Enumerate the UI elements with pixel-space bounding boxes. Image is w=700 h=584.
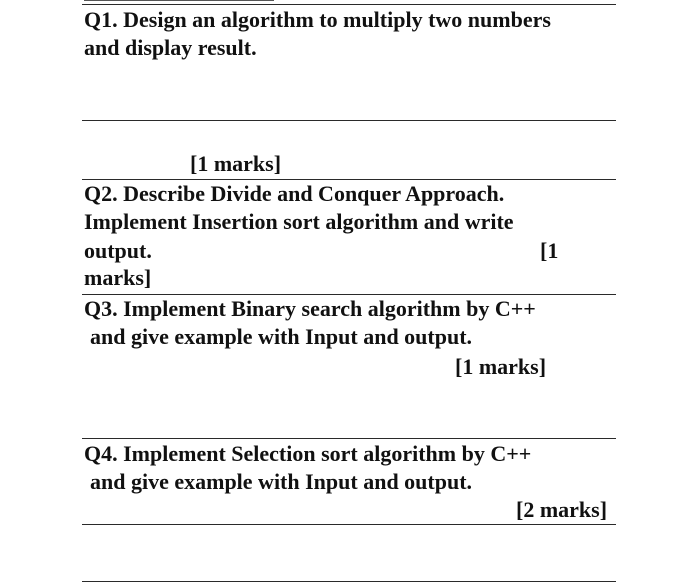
divider-bottom [82, 581, 616, 582]
q2-marks-part-2: marks] [84, 265, 152, 290]
q3-text-line-2: and give example with Input and output. [90, 324, 473, 349]
q4-marks: [2 marks] [516, 497, 608, 522]
q2-marks-part-1: [1 [540, 238, 559, 263]
q1-marks: [1 marks] [190, 151, 282, 176]
q2-text-line-3: output. [84, 238, 152, 263]
q1-text-line-2: and display result. [84, 35, 257, 60]
divider-q2-q3 [82, 294, 616, 295]
divider-q3-q4 [82, 438, 616, 439]
q2-text-line-1: Q2. Describe Divide and Conquer Approach. [84, 181, 505, 206]
q4-text-line-1: Q4. Implement Selection sort algorithm by C++ [84, 441, 532, 466]
divider-top [82, 4, 616, 5]
q2-text-line-2: Implement Insertion sort algorithm and write [84, 209, 514, 234]
q1-text-line-1: Q1. Design an algorithm to multiply two numbers [84, 7, 551, 32]
q3-text-line-1: Q3. Implement Binary search algorithm by C++ [84, 296, 536, 321]
divider-q4-answer [82, 524, 616, 525]
q3-marks: [1 marks] [455, 354, 547, 379]
divider-q1-answer [82, 120, 616, 121]
top-divider-fragment [84, 0, 274, 1]
q4-text-line-2: and give example with Input and output. [90, 469, 473, 494]
divider-q1-q2 [82, 179, 616, 180]
